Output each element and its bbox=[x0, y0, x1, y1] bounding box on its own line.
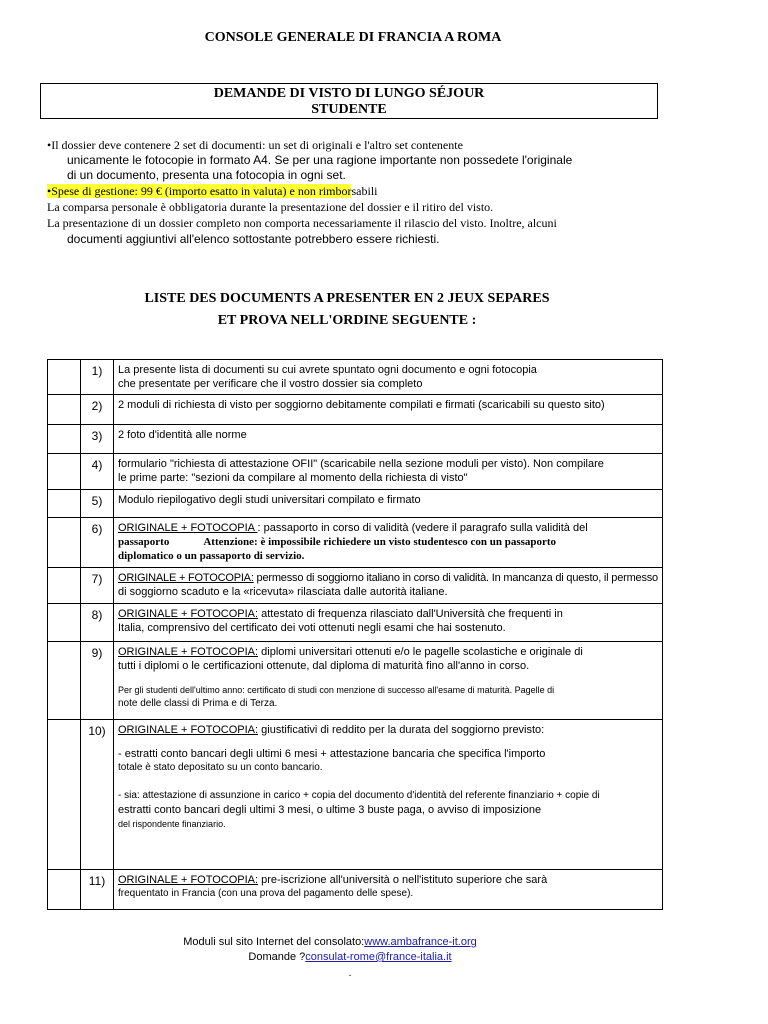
presence-line: La comparsa personale è obbligatoria durante la presentazione del dossier e il ritiro del visto. bbox=[47, 200, 494, 214]
table-row bbox=[48, 490, 663, 518]
footer-site-line: Moduli sul sito Internet del consolato:www.ambafrance-it.org bbox=[183, 936, 477, 948]
item-number: 1) bbox=[81, 360, 114, 395]
complete-line2: documenti aggiuntivi all'elenco sottostante potrebbero essere richiesti. bbox=[67, 232, 440, 246]
complete-line1: La presentazione di un dossier completo non comporta necessariamente il rilascio del visto. Inoltre, alcuni bbox=[47, 216, 557, 230]
consulate-email-link[interactable]: consulat-rome@france-italia.it bbox=[305, 951, 452, 963]
table-row bbox=[48, 395, 663, 425]
item-number: 6) bbox=[81, 518, 114, 568]
documents-table bbox=[47, 359, 663, 910]
document-title-line2: STUDENTE bbox=[311, 102, 387, 117]
original-copy-label: ORIGINALE + FOTOCOPIA: bbox=[118, 874, 259, 886]
table-row bbox=[48, 518, 663, 568]
original-copy-label: ORIGINALE + FOTOCOPIA: bbox=[118, 724, 259, 736]
table-row bbox=[48, 425, 663, 454]
intro-line2: unicamente le fotocopie in formato A4. Se per una ragione importante non possedete l'originale bbox=[67, 153, 573, 167]
table-row bbox=[48, 642, 663, 720]
document-title-box bbox=[40, 83, 658, 119]
original-copy-label: ORIGINALE + FOTOCOPIA: bbox=[118, 572, 254, 584]
item-number: 8) bbox=[81, 604, 114, 642]
list-title-line1: LISTE DES DOCUMENTS A PRESENTER EN 2 JEUX SEPARES bbox=[144, 291, 550, 306]
item-number: 11) bbox=[81, 870, 114, 910]
item-description: ORIGINALE + FOTOCOPIA: permesso di soggiorno italiano in corso di validità. In mancanza di questo, il permesso di soggiorno scaduto e la «ricevuta» rilasciata dalle autorità italiane. bbox=[114, 568, 663, 604]
item-description: ORIGINALE + FOTOCOPIA: attestato di frequenza rilasciato dall'Università che frequenti in Italia, comprensivo del certificato dei voti ottenuti negli esami che hai sostenuto. bbox=[114, 604, 663, 642]
original-copy-label: ORIGINALE + FOTOCOPIA bbox=[118, 522, 258, 534]
footer-dot: . bbox=[348, 967, 352, 979]
intro-line1: •Il dossier deve contenere 2 set di documenti: un set di originali e l'altro set contenente bbox=[47, 138, 463, 152]
item-number: 5) bbox=[81, 490, 114, 518]
list-title-line2: ET PROVA NELL'ORDINE SEGUENTE : bbox=[217, 313, 477, 328]
item-description: Modulo riepilogativo degli studi universitari compilato e firmato bbox=[114, 490, 663, 518]
table-row bbox=[48, 454, 663, 490]
item-number: 9) bbox=[81, 642, 114, 720]
footer-email-line: Domande ?consulat-rome@france-italia.it bbox=[248, 951, 452, 963]
table-row bbox=[48, 360, 663, 395]
item-description: 2 moduli di richiesta di visto per soggiorno debitamente compilati e firmati (scaricabili su questo sito) bbox=[114, 395, 663, 425]
table-row bbox=[48, 604, 663, 642]
fees-highlight: •Spese di gestione: 99 € (importo esatto in valuta) e non rimbor bbox=[47, 184, 352, 198]
item-number: 4) bbox=[81, 454, 114, 490]
original-copy-label: ORIGINALE + FOTOCOPIA: bbox=[118, 608, 259, 620]
item-description: ORIGINALE + FOTOCOPIA: diplomi universitari ottenuti e/o le pagelle scolastiche e originale di tutti i diplomi o le certificazioni ottenute, dal diploma di maturità fino all'anno in corso. Per gli studenti dell'ultimo anno: certificato di studi con menzione di successo all'esame di maturità. Pagelle di note delle classi di Prima e di Terza. bbox=[114, 642, 663, 720]
item-number: 10) bbox=[81, 720, 114, 870]
intro-line3: di un documento, presenta una fotocopia in ogni set. bbox=[67, 168, 346, 182]
item-description: ORIGINALE + FOTOCOPIA: giustificativi di reddito per la durata del soggiorno previsto: - estratti conto bancari degli ultimi 6 mesi + attestazione bancaria che specifica l'importo totale è stato depositato su un conto bancario. - sia: attestazione di assunzione in carico + copia del documento d'identità del referente finanziario + copie di estratti conto bancari degli ultimi 3 mesi, o ultime 3 buste paga, o avviso di imposizione del rispondente finanziario. bbox=[114, 720, 663, 870]
item-description: formulario "richiesta di attestazione OFII" (scaricabile nella sezione moduli per visto). Non compilare le prime parte: "sezioni da compilare al momento della richiesta di visto" bbox=[114, 454, 663, 490]
item-description: 2 foto d'identità alle norme bbox=[114, 425, 663, 454]
item-number: 3) bbox=[81, 425, 114, 454]
item-description: ORIGINALE + FOTOCOPIA: pre-iscrizione all'università o nell'istituto superiore che sarà frequentato in Francia (con una prova del pagamento delle spese). bbox=[114, 870, 663, 910]
table-row bbox=[48, 720, 663, 870]
item-number: 2) bbox=[81, 395, 114, 425]
fees-line bbox=[47, 183, 377, 199]
item-description: La presente lista di documenti su cui avrete spuntato ogni documento e ogni fotocopia che presentate per verificare che il vostro dossier sia completo bbox=[114, 360, 663, 395]
item-description: ORIGINALE + FOTOCOPIA : passaporto in corso di validità (vedere il paragrafo sulla validità del passaporto Attenzione: è impossibile richiedere un visto studentesco con un passaporto diplomatico o un passaporto di servizio. bbox=[114, 518, 663, 568]
original-copy-label: ORIGINALE + FOTOCOPIA: bbox=[118, 646, 259, 658]
consulate-title: CONSOLE GENERALE DI FRANCIA A ROMA bbox=[204, 30, 502, 45]
document-title-line1: DEMANDE DI VISTO DI LUNGO SÉJOUR bbox=[213, 86, 485, 101]
item-number: 7) bbox=[81, 568, 114, 604]
table-row bbox=[48, 568, 663, 604]
table-row bbox=[48, 870, 663, 910]
fees-rest: sabili bbox=[351, 184, 378, 198]
consulate-site-link[interactable]: www.ambafrance-it.org bbox=[364, 936, 477, 948]
